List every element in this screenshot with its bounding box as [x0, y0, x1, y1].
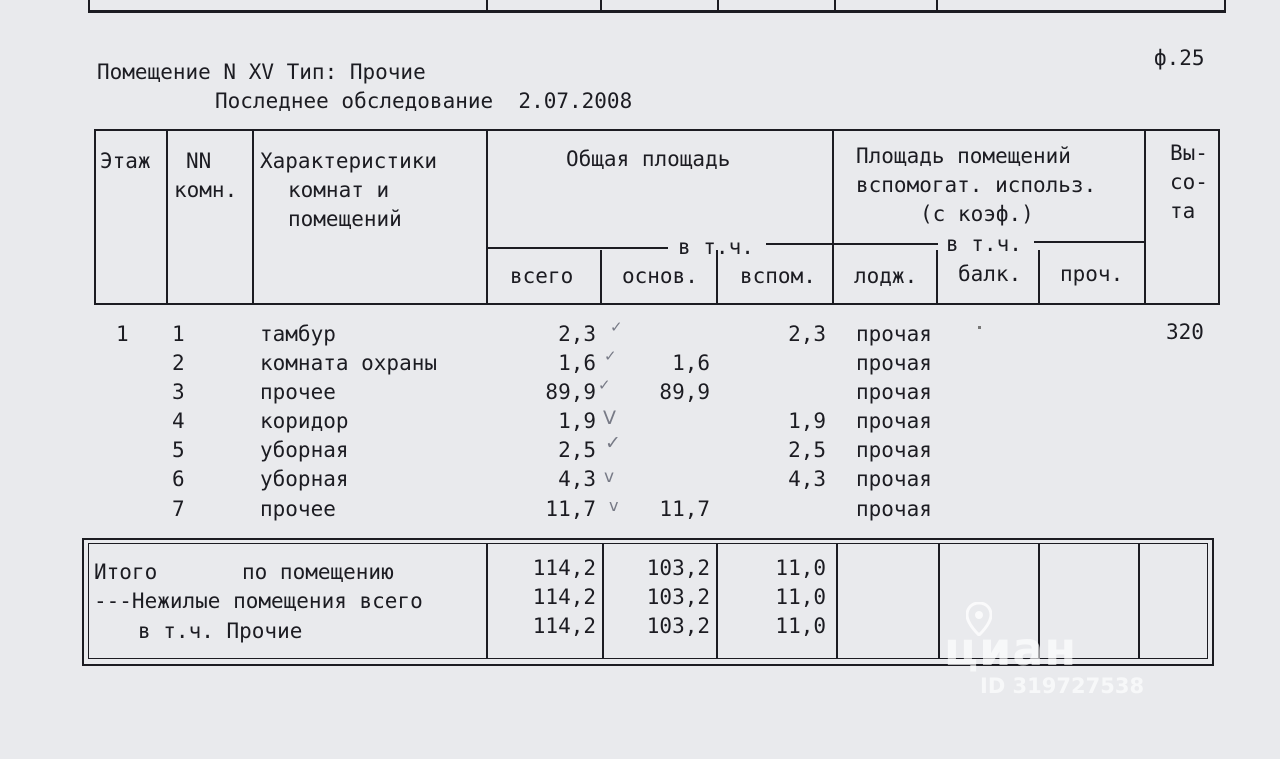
- row-nn: 3: [172, 380, 185, 404]
- totals-col-divider: [716, 543, 718, 659]
- row-main: 1,6: [672, 351, 710, 375]
- totals-top-border: [88, 543, 1208, 544]
- header-right-border: [1218, 129, 1220, 305]
- row-kind: прочая: [856, 351, 932, 375]
- col-divider: [1038, 250, 1040, 305]
- totals-col-divider: [938, 543, 940, 659]
- col-height-header: со-: [1170, 170, 1208, 194]
- check-mark-icon: ✓: [598, 376, 611, 394]
- col-balcony-header: балк.: [958, 262, 1022, 286]
- col-divider: [166, 129, 168, 305]
- total-aux: 11,0: [775, 556, 826, 580]
- row-main: 89,9: [659, 380, 710, 404]
- header-left-border: [94, 129, 96, 305]
- col-aux-area-header: вспомогат. использ.: [856, 173, 1097, 197]
- col-char-header: Характеристики: [260, 149, 438, 173]
- row-nn: 4: [172, 409, 185, 433]
- prev-table-divider: [936, 0, 938, 12]
- col-nn-header: NN: [186, 149, 212, 173]
- header-top-border: [94, 129, 1220, 131]
- totals-col-divider: [836, 543, 838, 659]
- col-char-header: помещений: [288, 207, 402, 231]
- total-all: 114,2: [532, 556, 596, 580]
- row-kind: прочая: [856, 380, 932, 404]
- col-height-header: та: [1170, 199, 1196, 223]
- col-divider: [832, 129, 834, 305]
- totals-col-divider: [602, 543, 604, 659]
- totals-left-border: [82, 538, 84, 666]
- row-kind: прочая: [856, 438, 932, 462]
- total-label: по помещению: [242, 560, 394, 584]
- row-all: 2,5: [558, 438, 596, 462]
- check-mark-icon: V: [603, 407, 616, 429]
- col-divider: [252, 129, 254, 305]
- room-header: Помещение N XV Тип: Прочие: [97, 60, 426, 84]
- check-mark-icon: ✓: [610, 318, 623, 336]
- row-floor: 1: [116, 322, 129, 346]
- prev-table-divider: [88, 0, 90, 12]
- row-nn: 6: [172, 467, 185, 491]
- form-number: ф.25: [1154, 46, 1205, 70]
- row-nn: 7: [172, 497, 185, 521]
- row-all: 89,9: [545, 380, 596, 404]
- total-main: 103,2: [646, 614, 710, 638]
- row-kind: прочая: [856, 467, 932, 491]
- total-main: 103,2: [646, 585, 710, 609]
- totals-right-border: [1207, 543, 1208, 659]
- subheader-rule: [1034, 241, 1144, 243]
- row-all: 4,3: [558, 467, 596, 491]
- col-divider: [486, 129, 488, 305]
- row-kind: прочая: [856, 497, 932, 521]
- row-aux: 4,3: [788, 467, 826, 491]
- col-aux-area-header: (с коэф.): [920, 202, 1034, 226]
- total-label: Итого: [94, 560, 158, 584]
- col-aux-area-header: Площадь помещений: [856, 144, 1071, 168]
- row-name: комната охраны: [260, 351, 438, 375]
- row-nn: 1: [172, 322, 185, 346]
- row-name: прочее: [260, 380, 336, 404]
- row-name: уборная: [260, 467, 349, 491]
- check-mark-icon: ✓: [605, 432, 621, 454]
- prev-table-divider: [1224, 0, 1226, 12]
- totals-col-divider: [486, 543, 488, 659]
- subheader-rule: [766, 243, 832, 245]
- totals-left-border: [88, 543, 89, 659]
- row-all: 1,9: [558, 409, 596, 433]
- row-name: уборная: [260, 438, 349, 462]
- survey-date: Последнее обследование 2.07.2008: [215, 89, 633, 113]
- total-all: 114,2: [532, 585, 596, 609]
- prev-table-divider: [486, 0, 488, 12]
- header-bottom-border: [94, 303, 1220, 305]
- row-kind: прочая: [856, 322, 932, 346]
- totals-right-border: [1212, 538, 1214, 666]
- incl-label: в т.ч.: [946, 232, 1022, 256]
- col-other-header: проч.: [1060, 262, 1124, 286]
- check-mark-icon: v: [604, 467, 615, 487]
- row-name: тамбур: [260, 322, 336, 346]
- incl-label: в т.ч.: [678, 235, 754, 259]
- total-label: в т.ч. Прочие: [138, 619, 303, 643]
- check-mark-icon: ✓: [604, 347, 617, 365]
- col-divider: [1144, 129, 1146, 305]
- col-nn-header: комн.: [174, 178, 238, 202]
- row-all: 2,3: [558, 322, 596, 346]
- row-name: коридор: [260, 409, 349, 433]
- total-aux: 11,0: [775, 585, 826, 609]
- row-all: 1,6: [558, 351, 596, 375]
- stray-mark: [978, 326, 981, 329]
- col-floor-header: Этаж: [100, 149, 151, 173]
- total-aux: 11,0: [775, 614, 826, 638]
- col-main-header: основ.: [622, 264, 698, 288]
- watermark-brand: циан: [944, 622, 1078, 676]
- row-aux: 2,3: [788, 322, 826, 346]
- col-aux-header: вспом.: [740, 264, 816, 288]
- check-mark-icon: v: [609, 496, 619, 515]
- col-total-area-header: Общая площадь: [566, 147, 731, 171]
- prev-table-divider: [717, 0, 719, 12]
- col-divider: [936, 250, 938, 305]
- totals-col-divider: [1138, 543, 1140, 659]
- prev-table-bottom-border: [88, 10, 1226, 13]
- row-main: 11,7: [659, 497, 710, 521]
- subheader-rule: [488, 247, 668, 249]
- col-all-header: всего: [510, 264, 574, 288]
- row-name: прочее: [260, 497, 336, 521]
- watermark-id: ID 319727538: [980, 674, 1145, 698]
- prev-table-divider: [834, 0, 836, 12]
- total-all: 114,2: [532, 614, 596, 638]
- prev-table-divider: [600, 0, 602, 12]
- col-divider: [600, 250, 602, 305]
- row-all: 11,7: [545, 497, 596, 521]
- row-nn: 5: [172, 438, 185, 462]
- col-height-header: Вы-: [1170, 141, 1208, 165]
- row-aux: 1,9: [788, 409, 826, 433]
- subheader-rule: [834, 243, 938, 245]
- row-height: 320: [1166, 320, 1204, 344]
- total-label: ---Нежилые помещения всего: [94, 589, 423, 613]
- totals-top-border: [82, 538, 1214, 540]
- row-nn: 2: [172, 351, 185, 375]
- total-main: 103,2: [646, 556, 710, 580]
- col-char-header: комнат и: [288, 178, 390, 202]
- col-loggia-header: лодж.: [854, 264, 918, 288]
- row-kind: прочая: [856, 409, 932, 433]
- row-aux: 2,5: [788, 438, 826, 462]
